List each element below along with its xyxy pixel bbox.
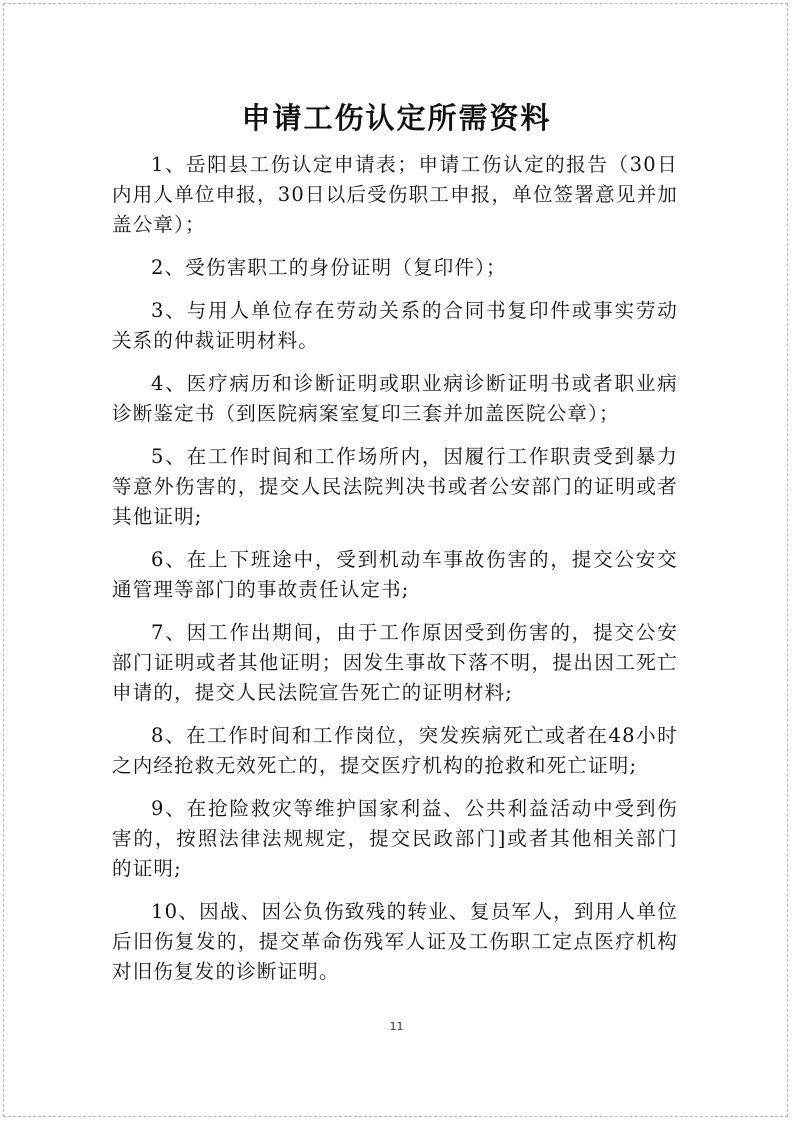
list-item-2: 2、受伤害职工的身份证明（复印件）； [151,256,507,279]
list-item-3: 3、与用人单位存在劳动关系的合同书复印件或事实劳动关系的仲裁证明材料。 [112,299,678,352]
document-title: 申请工伤认定所需资料 [241,101,552,135]
document-body [112,150,678,1000]
list-item-4: 4、医疗病历和诊断证明或职业病诊断证明书或者职业病诊断鉴定书（到医院病案室复印三套并加盖医院公章）； [112,372,678,425]
list-item-1: 1、岳阳县工伤认定申请表；申请工伤认定的报告（30日内用人单位申报，30日以后受伤职工申报，单位签署意见并加盖公章）； [112,153,678,236]
list-item-7: 7、因工作出期间，由于工作原因受到伤害的，提交公安部门证明或者其他证明；因发生事故下落不明，提出因工死亡申请的，提交人民法院宣告死亡的证明材料; [112,621,678,704]
list-item-5: 5、在工作时间和工作场所内，因履行工作职责受到暴力等意外伤害的，提交人民法院判决书或者公安部门的证明或者其他证明; [112,445,678,528]
list-item-6: 6、在上下班途中，受到机动车事故伤害的，提交公安交通管理等部门的事故责任认定书; [112,548,678,601]
list-item-8: 8、在工作时间和工作岗位，突发疾病死亡或者在48小时之内经抢救无效死亡的，提交医疗机构的抢救和死亡证明; [112,724,678,777]
list-item-9: 9、在抢险救灾等维护国家利益、公共利益活动中受到伤害的，按照法律法规规定，提交民政部门]或者其他相关部门的证明; [112,797,678,880]
page-number: 11 [389,1020,404,1033]
list-item-10: 10、因战、因公负伤致残的转业、复员军人，到用人单位后旧伤复发的，提交革命伤残军人证及工伤职工定点医疗机构对旧伤复发的诊断证明。 [112,900,678,983]
